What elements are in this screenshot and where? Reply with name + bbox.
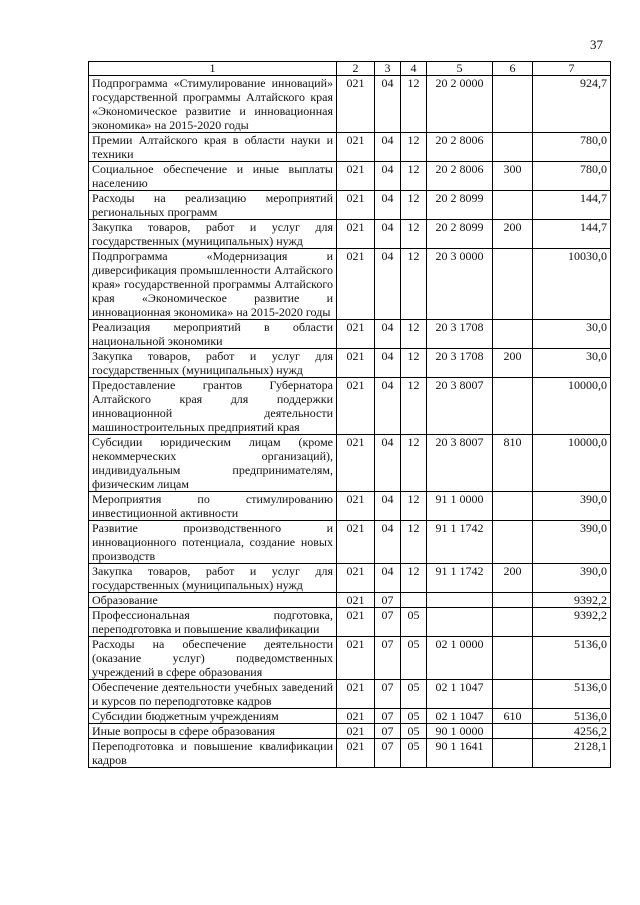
section-code-cell: 07	[375, 724, 401, 739]
section-code-cell: 07	[375, 739, 401, 768]
target-code-cell: 20 2 8006	[427, 162, 493, 191]
expense-type-cell	[493, 492, 533, 521]
amount-cell: 30,0	[533, 349, 611, 378]
section-code-cell: 07	[375, 593, 401, 608]
ministry-code-cell: 021	[337, 162, 375, 191]
amount-cell: 780,0	[533, 133, 611, 162]
expense-type-cell: 200	[493, 349, 533, 378]
item-name-cell: Развитие производственного и инновационного потенциала, создание новых производств	[89, 521, 337, 564]
subsection-code-cell: 12	[401, 133, 427, 162]
expense-type-cell: 610	[493, 709, 533, 724]
ministry-code-cell: 021	[337, 76, 375, 133]
table-row	[89, 133, 611, 162]
amount-cell: 10000,0	[533, 435, 611, 492]
ministry-code-cell: 021	[337, 724, 375, 739]
item-name-cell: Закупка товаров, работ и услуг для государственных (муниципальных) нужд	[89, 349, 337, 378]
ministry-code-cell: 021	[337, 378, 375, 435]
subsection-code-cell: 12	[401, 162, 427, 191]
subsection-code-cell: 05	[401, 608, 427, 637]
amount-cell: 390,0	[533, 492, 611, 521]
ministry-code-cell: 021	[337, 709, 375, 724]
table-row	[89, 680, 611, 709]
item-name-cell: Переподготовка и повышение квалификации кадров	[89, 739, 337, 768]
item-name-cell: Реализация мероприятий в области национальной экономики	[89, 320, 337, 349]
target-code-cell: 20 2 8099	[427, 191, 493, 220]
ministry-code-cell: 021	[337, 320, 375, 349]
subsection-code-cell: 12	[401, 76, 427, 133]
table-row	[89, 637, 611, 680]
item-name-cell: Иные вопросы в сфере образования	[89, 724, 337, 739]
item-name-cell: Социальное обеспечение и иные выплаты населению	[89, 162, 337, 191]
item-name-cell: Субсидии юридическим лицам (кроме некоммерческих организаций), индивидуальным предпринимателям, физическим лицам	[89, 435, 337, 492]
target-code-cell: 02 1 1047	[427, 709, 493, 724]
table-row	[89, 435, 611, 492]
expense-type-cell	[493, 724, 533, 739]
amount-cell: 5136,0	[533, 709, 611, 724]
expense-type-cell	[493, 637, 533, 680]
section-code-cell: 04	[375, 220, 401, 249]
section-code-cell: 07	[375, 637, 401, 680]
amount-cell: 2128,1	[533, 739, 611, 768]
amount-cell: 30,0	[533, 320, 611, 349]
subsection-code-cell: 05	[401, 637, 427, 680]
amount-cell: 4256,2	[533, 724, 611, 739]
subsection-code-cell: 12	[401, 435, 427, 492]
header-cell: 5	[427, 62, 493, 76]
table-row	[89, 76, 611, 133]
section-code-cell: 04	[375, 320, 401, 349]
ministry-code-cell: 021	[337, 564, 375, 593]
section-code-cell: 04	[375, 378, 401, 435]
subsection-code-cell: 05	[401, 739, 427, 768]
section-code-cell: 04	[375, 249, 401, 320]
target-code-cell: 20 2 0000	[427, 76, 493, 133]
table-row	[89, 739, 611, 768]
ministry-code-cell: 021	[337, 593, 375, 608]
header-cell: 3	[375, 62, 401, 76]
target-code-cell: 90 1 0000	[427, 724, 493, 739]
table-body	[89, 76, 611, 768]
target-code-cell: 91 1 1742	[427, 564, 493, 593]
subsection-code-cell	[401, 593, 427, 608]
target-code-cell: 90 1 1641	[427, 739, 493, 768]
amount-cell: 390,0	[533, 564, 611, 593]
expense-type-cell	[493, 378, 533, 435]
expense-type-cell: 810	[493, 435, 533, 492]
expense-type-cell: 200	[493, 220, 533, 249]
target-code-cell: 02 1 0000	[427, 637, 493, 680]
expense-type-cell	[493, 133, 533, 162]
item-name-cell: Подпрограмма «Модернизация и диверсификация промышленности Алтайского края» государственной программы Алтайского края «Экономическое развитие и инновационная экономика» на 2015-2020 годы	[89, 249, 337, 320]
header-cell: 6	[493, 62, 533, 76]
section-code-cell: 07	[375, 608, 401, 637]
target-code-cell: 91 1 1742	[427, 521, 493, 564]
ministry-code-cell: 021	[337, 191, 375, 220]
section-code-cell: 07	[375, 680, 401, 709]
target-code-cell: 02 1 1047	[427, 680, 493, 709]
ministry-code-cell: 021	[337, 133, 375, 162]
subsection-code-cell: 12	[401, 320, 427, 349]
section-code-cell: 04	[375, 76, 401, 133]
item-name-cell: Образование	[89, 593, 337, 608]
table-row	[89, 249, 611, 320]
ministry-code-cell: 021	[337, 637, 375, 680]
item-name-cell: Расходы на реализацию мероприятий региональных программ	[89, 191, 337, 220]
table-row	[89, 191, 611, 220]
target-code-cell: 20 3 1708	[427, 320, 493, 349]
section-code-cell: 07	[375, 709, 401, 724]
table-row	[89, 492, 611, 521]
target-code-cell	[427, 593, 493, 608]
amount-cell: 10000,0	[533, 378, 611, 435]
ministry-code-cell: 021	[337, 739, 375, 768]
amount-cell: 10030,0	[533, 249, 611, 320]
target-code-cell: 20 3 8007	[427, 435, 493, 492]
target-code-cell: 20 3 8007	[427, 378, 493, 435]
header-cell: 7	[533, 62, 611, 76]
amount-cell: 5136,0	[533, 637, 611, 680]
section-code-cell: 04	[375, 521, 401, 564]
expense-type-cell	[493, 320, 533, 349]
header-cell: 2	[337, 62, 375, 76]
item-name-cell: Расходы на обеспечение деятельности (оказание услуг) подведомственных учреждений в сфере образования	[89, 637, 337, 680]
ministry-code-cell: 021	[337, 220, 375, 249]
item-name-cell: Закупка товаров, работ и услуг для государственных (муниципальных) нужд	[89, 220, 337, 249]
table-row	[89, 593, 611, 608]
ministry-code-cell: 021	[337, 249, 375, 320]
header-cell: 4	[401, 62, 427, 76]
section-code-cell: 04	[375, 191, 401, 220]
target-code-cell: 20 3 0000	[427, 249, 493, 320]
amount-cell: 9392,2	[533, 593, 611, 608]
ministry-code-cell: 021	[337, 492, 375, 521]
budget-table	[88, 61, 611, 768]
amount-cell: 9392,2	[533, 608, 611, 637]
section-code-cell: 04	[375, 564, 401, 593]
subsection-code-cell: 12	[401, 564, 427, 593]
expense-type-cell	[493, 593, 533, 608]
expense-type-cell	[493, 680, 533, 709]
target-code-cell: 20 2 8006	[427, 133, 493, 162]
table-row	[89, 709, 611, 724]
expense-type-cell	[493, 76, 533, 133]
ministry-code-cell: 021	[337, 435, 375, 492]
expense-type-cell	[493, 608, 533, 637]
table-row	[89, 521, 611, 564]
expense-type-cell: 300	[493, 162, 533, 191]
table-row	[89, 220, 611, 249]
section-code-cell: 04	[375, 162, 401, 191]
subsection-code-cell: 05	[401, 724, 427, 739]
subsection-code-cell: 12	[401, 492, 427, 521]
ministry-code-cell: 021	[337, 521, 375, 564]
item-name-cell: Обеспечение деятельности учебных заведений и курсов по переподготовке кадров	[89, 680, 337, 709]
item-name-cell: Подпрограмма «Стимулирование инноваций» государственной программы Алтайского края «Экономическое развитие и инновационная экономика» на 2015-2020 годы	[89, 76, 337, 133]
expense-type-cell	[493, 739, 533, 768]
target-code-cell: 20 2 8099	[427, 220, 493, 249]
subsection-code-cell: 12	[401, 349, 427, 378]
target-code-cell	[427, 608, 493, 637]
section-code-cell: 04	[375, 492, 401, 521]
ministry-code-cell: 021	[337, 680, 375, 709]
subsection-code-cell: 05	[401, 709, 427, 724]
header-cell: 1	[89, 62, 337, 76]
table-row	[89, 378, 611, 435]
ministry-code-cell: 021	[337, 608, 375, 637]
amount-cell: 5136,0	[533, 680, 611, 709]
table-row	[89, 349, 611, 378]
page-number: 37	[590, 37, 603, 52]
table-row	[89, 162, 611, 191]
table-row	[89, 564, 611, 593]
expense-type-cell	[493, 249, 533, 320]
item-name-cell: Закупка товаров, работ и услуг для государственных (муниципальных) нужд	[89, 564, 337, 593]
subsection-code-cell: 05	[401, 680, 427, 709]
item-name-cell: Предоставление грантов Губернатора Алтайского края для поддержки инновационной деятельности машиностроительных предприятий края	[89, 378, 337, 435]
header-row	[89, 62, 611, 76]
section-code-cell: 04	[375, 133, 401, 162]
amount-cell: 144,7	[533, 220, 611, 249]
amount-cell: 144,7	[533, 191, 611, 220]
amount-cell: 780,0	[533, 162, 611, 191]
amount-cell: 390,0	[533, 521, 611, 564]
section-code-cell: 04	[375, 349, 401, 378]
item-name-cell: Субсидии бюджетным учреждениям	[89, 709, 337, 724]
table-row	[89, 724, 611, 739]
subsection-code-cell: 12	[401, 378, 427, 435]
item-name-cell: Профессиональная подготовка, переподготовка и повышение квалификации	[89, 608, 337, 637]
table-row	[89, 608, 611, 637]
ministry-code-cell: 021	[337, 349, 375, 378]
expense-type-cell	[493, 191, 533, 220]
expense-type-cell	[493, 521, 533, 564]
subsection-code-cell: 12	[401, 220, 427, 249]
item-name-cell: Премии Алтайского края в области науки и техники	[89, 133, 337, 162]
table-row	[89, 320, 611, 349]
target-code-cell: 91 1 0000	[427, 492, 493, 521]
expense-type-cell: 200	[493, 564, 533, 593]
subsection-code-cell: 12	[401, 191, 427, 220]
section-code-cell: 04	[375, 435, 401, 492]
item-name-cell: Мероприятия по стимулированию инвестиционной активности	[89, 492, 337, 521]
subsection-code-cell: 12	[401, 521, 427, 564]
subsection-code-cell: 12	[401, 249, 427, 320]
target-code-cell: 20 3 1708	[427, 349, 493, 378]
amount-cell: 924,7	[533, 76, 611, 133]
